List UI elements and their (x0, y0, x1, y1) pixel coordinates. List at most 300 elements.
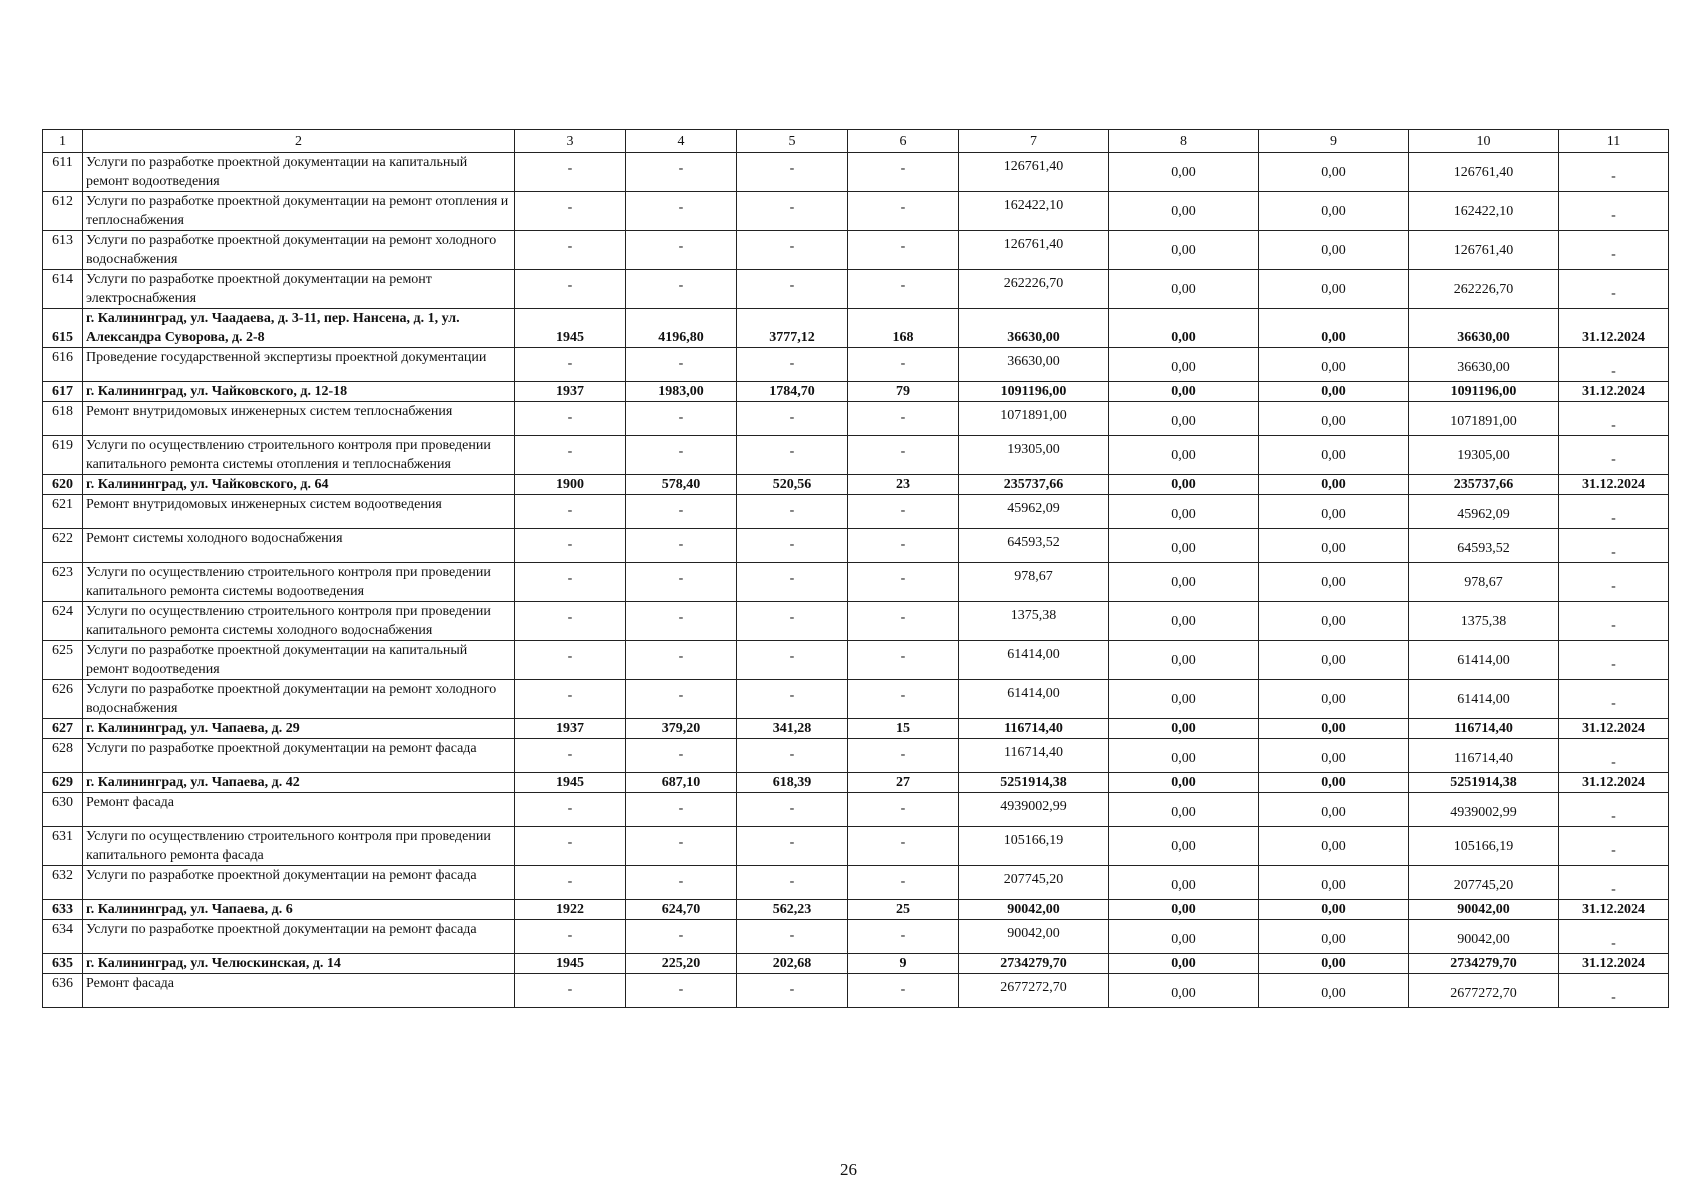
col-9-cell: 0,00 (1259, 954, 1409, 974)
col-10-cell: 126761,40 (1409, 231, 1559, 270)
col-11-cell: 31.12.2024 (1559, 773, 1669, 793)
col-8-cell: 0,00 (1109, 974, 1259, 1008)
col-10-cell: 36630,00 (1409, 309, 1559, 348)
col-11-cell: - (1559, 348, 1669, 382)
col-8-cell: 0,00 (1109, 680, 1259, 719)
row-number-cell: 623 (43, 563, 83, 602)
col-9-cell: 0,00 (1259, 475, 1409, 495)
col-4-cell: - (626, 402, 737, 436)
row-name-cell: Услуги по разработке проектной документации на капитальный ремонт водоотведения (83, 153, 515, 192)
col-10-cell: 116714,40 (1409, 719, 1559, 739)
col-8-cell: 0,00 (1109, 866, 1259, 900)
col-4-cell: - (626, 153, 737, 192)
col-11-cell: - (1559, 270, 1669, 309)
row-name-cell: Услуги по осуществлению строительного контроля при проведении капитального ремонта фасада (83, 827, 515, 866)
col-8-cell: 0,00 (1109, 475, 1259, 495)
row-number-cell: 626 (43, 680, 83, 719)
col-3-cell: - (515, 641, 626, 680)
col-11-cell: - (1559, 827, 1669, 866)
row-name-cell: г. Калининград, ул. Чапаева, д. 29 (83, 719, 515, 739)
col-9-cell: 0,00 (1259, 641, 1409, 680)
table-row (43, 529, 1669, 563)
col-6-cell: 9 (848, 954, 959, 974)
col-4-cell: - (626, 192, 737, 231)
col-3-cell: - (515, 402, 626, 436)
data-table (42, 129, 1669, 1008)
header-cell: 6 (848, 130, 959, 153)
row-number-cell: 616 (43, 348, 83, 382)
table-row (43, 866, 1669, 900)
col-7-cell: 262226,70 (959, 270, 1109, 309)
col-11-cell: 31.12.2024 (1559, 382, 1669, 402)
col-9-cell: 0,00 (1259, 900, 1409, 920)
row-number-cell: 631 (43, 827, 83, 866)
col-10-cell: 19305,00 (1409, 436, 1559, 475)
col-8-cell: 0,00 (1109, 719, 1259, 739)
row-number-cell: 615 (43, 309, 83, 348)
table-row (43, 495, 1669, 529)
col-8-cell: 0,00 (1109, 954, 1259, 974)
col-9-cell: 0,00 (1259, 773, 1409, 793)
table-row (43, 793, 1669, 827)
col-8-cell: 0,00 (1109, 436, 1259, 475)
col-9-cell: 0,00 (1259, 382, 1409, 402)
row-number-cell: 628 (43, 739, 83, 773)
col-10-cell: 2734279,70 (1409, 954, 1559, 974)
row-name-cell: Услуги по осуществлению строительного контроля при проведении капитального ремонта системы водоотведения (83, 563, 515, 602)
header-cell: 5 (737, 130, 848, 153)
col-5-cell: - (737, 680, 848, 719)
col-11-cell: - (1559, 153, 1669, 192)
col-4-cell: 687,10 (626, 773, 737, 793)
col-11-cell: - (1559, 974, 1669, 1008)
col-11-cell: - (1559, 866, 1669, 900)
col-11-cell: - (1559, 436, 1669, 475)
col-5-cell: - (737, 348, 848, 382)
col-11-cell: - (1559, 739, 1669, 773)
row-name-cell: Ремонт внутридомовых инженерных систем водоотведения (83, 495, 515, 529)
col-10-cell: 1375,38 (1409, 602, 1559, 641)
col-3-cell: - (515, 974, 626, 1008)
col-11-cell: - (1559, 495, 1669, 529)
col-9-cell: 0,00 (1259, 866, 1409, 900)
col-3-cell: 1900 (515, 475, 626, 495)
col-4-cell: - (626, 270, 737, 309)
col-11-cell: - (1559, 793, 1669, 827)
col-10-cell: 45962,09 (1409, 495, 1559, 529)
col-8-cell: 0,00 (1109, 348, 1259, 382)
col-4-cell: - (626, 563, 737, 602)
row-name-cell: Ремонт фасада (83, 974, 515, 1008)
col-6-cell: - (848, 270, 959, 309)
col-3-cell: - (515, 739, 626, 773)
col-4-cell: 379,20 (626, 719, 737, 739)
col-3-cell: - (515, 495, 626, 529)
col-4-cell: - (626, 495, 737, 529)
row-number-cell: 618 (43, 402, 83, 436)
row-number-cell: 622 (43, 529, 83, 563)
col-5-cell: - (737, 641, 848, 680)
col-9-cell: 0,00 (1259, 680, 1409, 719)
col-6-cell: - (848, 974, 959, 1008)
col-9-cell: 0,00 (1259, 348, 1409, 382)
header-cell: 8 (1109, 130, 1259, 153)
col-7-cell: 45962,09 (959, 495, 1109, 529)
table-row (43, 602, 1669, 641)
col-3-cell: 1937 (515, 382, 626, 402)
col-9-cell: 0,00 (1259, 231, 1409, 270)
col-9-cell: 0,00 (1259, 153, 1409, 192)
col-4-cell: 1983,00 (626, 382, 737, 402)
col-8-cell: 0,00 (1109, 495, 1259, 529)
table-row (43, 739, 1669, 773)
col-5-cell: 562,23 (737, 900, 848, 920)
table-row (43, 900, 1669, 920)
col-3-cell: - (515, 270, 626, 309)
col-10-cell: 90042,00 (1409, 920, 1559, 954)
col-5-cell: - (737, 495, 848, 529)
col-6-cell: - (848, 920, 959, 954)
row-number-cell: 629 (43, 773, 83, 793)
col-7-cell: 126761,40 (959, 231, 1109, 270)
col-7-cell: 64593,52 (959, 529, 1109, 563)
col-8-cell: 0,00 (1109, 739, 1259, 773)
col-10-cell: 61414,00 (1409, 641, 1559, 680)
row-number-cell: 617 (43, 382, 83, 402)
col-8-cell: 0,00 (1109, 382, 1259, 402)
col-7-cell: 162422,10 (959, 192, 1109, 231)
col-5-cell: - (737, 563, 848, 602)
row-number-cell: 625 (43, 641, 83, 680)
col-9-cell: 0,00 (1259, 793, 1409, 827)
row-name-cell: г. Калининград, ул. Чапаева, д. 42 (83, 773, 515, 793)
table-row (43, 192, 1669, 231)
col-8-cell: 0,00 (1109, 602, 1259, 641)
col-7-cell: 90042,00 (959, 920, 1109, 954)
col-5-cell: 520,56 (737, 475, 848, 495)
header-cell: 7 (959, 130, 1109, 153)
col-10-cell: 262226,70 (1409, 270, 1559, 309)
col-6-cell: - (848, 563, 959, 602)
col-11-cell: - (1559, 231, 1669, 270)
col-9-cell: 0,00 (1259, 192, 1409, 231)
col-4-cell: - (626, 680, 737, 719)
col-4-cell: 624,70 (626, 900, 737, 920)
col-5-cell: 1784,70 (737, 382, 848, 402)
table-row (43, 680, 1669, 719)
col-11-cell: 31.12.2024 (1559, 900, 1669, 920)
col-3-cell: - (515, 602, 626, 641)
col-8-cell: 0,00 (1109, 563, 1259, 602)
col-7-cell: 5251914,38 (959, 773, 1109, 793)
row-number-cell: 633 (43, 900, 83, 920)
col-4-cell: - (626, 529, 737, 563)
col-7-cell: 2677272,70 (959, 974, 1109, 1008)
col-11-cell: - (1559, 563, 1669, 602)
col-10-cell: 5251914,38 (1409, 773, 1559, 793)
col-9-cell: 0,00 (1259, 827, 1409, 866)
table-row (43, 153, 1669, 192)
col-7-cell: 36630,00 (959, 309, 1109, 348)
table-row (43, 348, 1669, 382)
row-name-cell: Проведение государственной экспертизы проектной документации (83, 348, 515, 382)
col-11-cell: - (1559, 192, 1669, 231)
col-4-cell: - (626, 436, 737, 475)
col-3-cell: - (515, 563, 626, 602)
col-4-cell: - (626, 641, 737, 680)
row-number-cell: 613 (43, 231, 83, 270)
col-7-cell: 105166,19 (959, 827, 1109, 866)
col-9-cell: 0,00 (1259, 739, 1409, 773)
col-3-cell: 1945 (515, 309, 626, 348)
col-9-cell: 0,00 (1259, 719, 1409, 739)
row-number-cell: 620 (43, 475, 83, 495)
header-cell: 11 (1559, 130, 1669, 153)
col-6-cell: - (848, 529, 959, 563)
row-name-cell: Услуги по разработке проектной документации на капитальный ремонт водоотведения (83, 641, 515, 680)
col-10-cell: 64593,52 (1409, 529, 1559, 563)
col-5-cell: - (737, 739, 848, 773)
table-row (43, 402, 1669, 436)
col-6-cell: - (848, 739, 959, 773)
col-3-cell: - (515, 192, 626, 231)
col-3-cell: 1937 (515, 719, 626, 739)
col-9-cell: 0,00 (1259, 563, 1409, 602)
col-5-cell: - (737, 402, 848, 436)
table-row (43, 270, 1669, 309)
col-5-cell: - (737, 602, 848, 641)
row-number-cell: 621 (43, 495, 83, 529)
row-name-cell: Услуги по разработке проектной документации на ремонт холодного водоснабжения (83, 231, 515, 270)
col-11-cell: - (1559, 920, 1669, 954)
col-7-cell: 61414,00 (959, 680, 1109, 719)
table-row (43, 954, 1669, 974)
col-7-cell: 19305,00 (959, 436, 1109, 475)
table-row (43, 719, 1669, 739)
col-7-cell: 4939002,99 (959, 793, 1109, 827)
col-10-cell: 978,67 (1409, 563, 1559, 602)
col-11-cell: 31.12.2024 (1559, 309, 1669, 348)
col-3-cell: 1945 (515, 954, 626, 974)
row-name-cell: Услуги по разработке проектной документации на ремонт электроснабжения (83, 270, 515, 309)
col-11-cell: - (1559, 602, 1669, 641)
col-7-cell: 978,67 (959, 563, 1109, 602)
row-name-cell: Услуги по осуществлению строительного контроля при проведении капитального ремонта системы отопления и теплоснабжения (83, 436, 515, 475)
col-9-cell: 0,00 (1259, 309, 1409, 348)
col-9-cell: 0,00 (1259, 529, 1409, 563)
col-5-cell: - (737, 231, 848, 270)
col-9-cell: 0,00 (1259, 974, 1409, 1008)
col-3-cell: - (515, 827, 626, 866)
header-cell: 9 (1259, 130, 1409, 153)
row-number-cell: 627 (43, 719, 83, 739)
table-row (43, 436, 1669, 475)
col-11-cell: 31.12.2024 (1559, 954, 1669, 974)
col-3-cell: - (515, 153, 626, 192)
col-8-cell: 0,00 (1109, 793, 1259, 827)
col-5-cell: 202,68 (737, 954, 848, 974)
col-6-cell: 25 (848, 900, 959, 920)
col-5-cell: - (737, 192, 848, 231)
table-row (43, 475, 1669, 495)
table-body (43, 153, 1669, 1008)
col-7-cell: 1071891,00 (959, 402, 1109, 436)
header-cell: 4 (626, 130, 737, 153)
row-name-cell: Услуги по осуществлению строительного контроля при проведении капитального ремонта системы холодного водоснабжения (83, 602, 515, 641)
col-10-cell: 2677272,70 (1409, 974, 1559, 1008)
col-11-cell: 31.12.2024 (1559, 475, 1669, 495)
row-name-cell: Ремонт внутридомовых инженерных систем теплоснабжения (83, 402, 515, 436)
col-4-cell: - (626, 866, 737, 900)
row-name-cell: г. Калининград, ул. Чаадаева, д. 3-11, пер. Нансена, д. 1, ул. Александра Суворова, д. 2-8 (83, 309, 515, 348)
table-row (43, 382, 1669, 402)
col-9-cell: 0,00 (1259, 920, 1409, 954)
col-11-cell: - (1559, 529, 1669, 563)
col-11-cell: 31.12.2024 (1559, 719, 1669, 739)
col-6-cell: 27 (848, 773, 959, 793)
header-cell: 3 (515, 130, 626, 153)
col-11-cell: - (1559, 680, 1669, 719)
table-row (43, 773, 1669, 793)
document-table-wrapper (42, 129, 1668, 1008)
col-6-cell: - (848, 231, 959, 270)
col-6-cell: - (848, 866, 959, 900)
col-6-cell: 79 (848, 382, 959, 402)
col-10-cell: 235737,66 (1409, 475, 1559, 495)
col-4-cell: - (626, 827, 737, 866)
row-name-cell: г. Калининград, ул. Чайковского, д. 12-18 (83, 382, 515, 402)
row-name-cell: Услуги по разработке проектной документации на ремонт холодного водоснабжения (83, 680, 515, 719)
col-9-cell: 0,00 (1259, 602, 1409, 641)
row-name-cell: г. Калининград, ул. Чайковского, д. 64 (83, 475, 515, 495)
col-5-cell: 618,39 (737, 773, 848, 793)
col-6-cell: - (848, 192, 959, 231)
col-8-cell: 0,00 (1109, 309, 1259, 348)
header-row (43, 130, 1669, 153)
table-row (43, 974, 1669, 1008)
col-3-cell: - (515, 231, 626, 270)
col-6-cell: - (848, 641, 959, 680)
row-name-cell: Ремонт фасада (83, 793, 515, 827)
col-5-cell: - (737, 270, 848, 309)
col-8-cell: 0,00 (1109, 773, 1259, 793)
col-6-cell: 23 (848, 475, 959, 495)
col-8-cell: 0,00 (1109, 529, 1259, 563)
col-8-cell: 0,00 (1109, 402, 1259, 436)
col-3-cell: - (515, 529, 626, 563)
row-number-cell: 614 (43, 270, 83, 309)
table-row (43, 309, 1669, 348)
col-3-cell: - (515, 680, 626, 719)
col-3-cell: - (515, 866, 626, 900)
col-5-cell: - (737, 793, 848, 827)
col-4-cell: - (626, 920, 737, 954)
col-8-cell: 0,00 (1109, 641, 1259, 680)
row-number-cell: 612 (43, 192, 83, 231)
col-4-cell: - (626, 974, 737, 1008)
col-8-cell: 0,00 (1109, 192, 1259, 231)
col-8-cell: 0,00 (1109, 270, 1259, 309)
col-11-cell: - (1559, 402, 1669, 436)
col-7-cell: 1375,38 (959, 602, 1109, 641)
row-name-cell: г. Калининград, ул. Челюскинская, д. 14 (83, 954, 515, 974)
row-number-cell: 624 (43, 602, 83, 641)
col-5-cell: 341,28 (737, 719, 848, 739)
col-10-cell: 1091196,00 (1409, 382, 1559, 402)
col-7-cell: 126761,40 (959, 153, 1109, 192)
col-6-cell: - (848, 348, 959, 382)
row-name-cell: Услуги по разработке проектной документации на ремонт фасада (83, 739, 515, 773)
col-10-cell: 90042,00 (1409, 900, 1559, 920)
col-10-cell: 126761,40 (1409, 153, 1559, 192)
col-6-cell: - (848, 495, 959, 529)
col-10-cell: 116714,40 (1409, 739, 1559, 773)
col-6-cell: - (848, 680, 959, 719)
col-10-cell: 1071891,00 (1409, 402, 1559, 436)
col-10-cell: 105166,19 (1409, 827, 1559, 866)
table-row (43, 920, 1669, 954)
col-6-cell: - (848, 793, 959, 827)
col-3-cell: - (515, 793, 626, 827)
col-6-cell: 15 (848, 719, 959, 739)
col-7-cell: 36630,00 (959, 348, 1109, 382)
col-6-cell: - (848, 436, 959, 475)
col-3-cell: 1922 (515, 900, 626, 920)
col-10-cell: 61414,00 (1409, 680, 1559, 719)
row-number-cell: 635 (43, 954, 83, 974)
col-7-cell: 207745,20 (959, 866, 1109, 900)
row-name-cell: Ремонт системы холодного водоснабжения (83, 529, 515, 563)
row-number-cell: 636 (43, 974, 83, 1008)
col-8-cell: 0,00 (1109, 900, 1259, 920)
col-9-cell: 0,00 (1259, 495, 1409, 529)
col-5-cell: - (737, 866, 848, 900)
table-row (43, 563, 1669, 602)
col-7-cell: 61414,00 (959, 641, 1109, 680)
page-number: 26 (840, 1160, 857, 1179)
row-number-cell: 634 (43, 920, 83, 954)
header-cell: 1 (43, 130, 83, 153)
col-9-cell: 0,00 (1259, 436, 1409, 475)
row-name-cell: г. Калининград, ул. Чапаева, д. 6 (83, 900, 515, 920)
header-cell: 2 (83, 130, 515, 153)
row-number-cell: 630 (43, 793, 83, 827)
col-5-cell: - (737, 920, 848, 954)
col-4-cell: - (626, 348, 737, 382)
col-8-cell: 0,00 (1109, 827, 1259, 866)
col-9-cell: 0,00 (1259, 270, 1409, 309)
col-6-cell: - (848, 402, 959, 436)
col-3-cell: 1945 (515, 773, 626, 793)
col-11-cell: - (1559, 641, 1669, 680)
col-4-cell: 225,20 (626, 954, 737, 974)
col-7-cell: 2734279,70 (959, 954, 1109, 974)
col-10-cell: 207745,20 (1409, 866, 1559, 900)
col-3-cell: - (515, 348, 626, 382)
col-6-cell: - (848, 602, 959, 641)
col-7-cell: 1091196,00 (959, 382, 1109, 402)
row-name-cell: Услуги по разработке проектной документации на ремонт отопления и теплоснабжения (83, 192, 515, 231)
col-10-cell: 36630,00 (1409, 348, 1559, 382)
col-5-cell: - (737, 827, 848, 866)
table-row (43, 827, 1669, 866)
col-4-cell: 4196,80 (626, 309, 737, 348)
col-5-cell: - (737, 436, 848, 475)
row-name-cell: Услуги по разработке проектной документации на ремонт фасада (83, 866, 515, 900)
col-7-cell: 235737,66 (959, 475, 1109, 495)
col-4-cell: - (626, 602, 737, 641)
header-cell: 10 (1409, 130, 1559, 153)
